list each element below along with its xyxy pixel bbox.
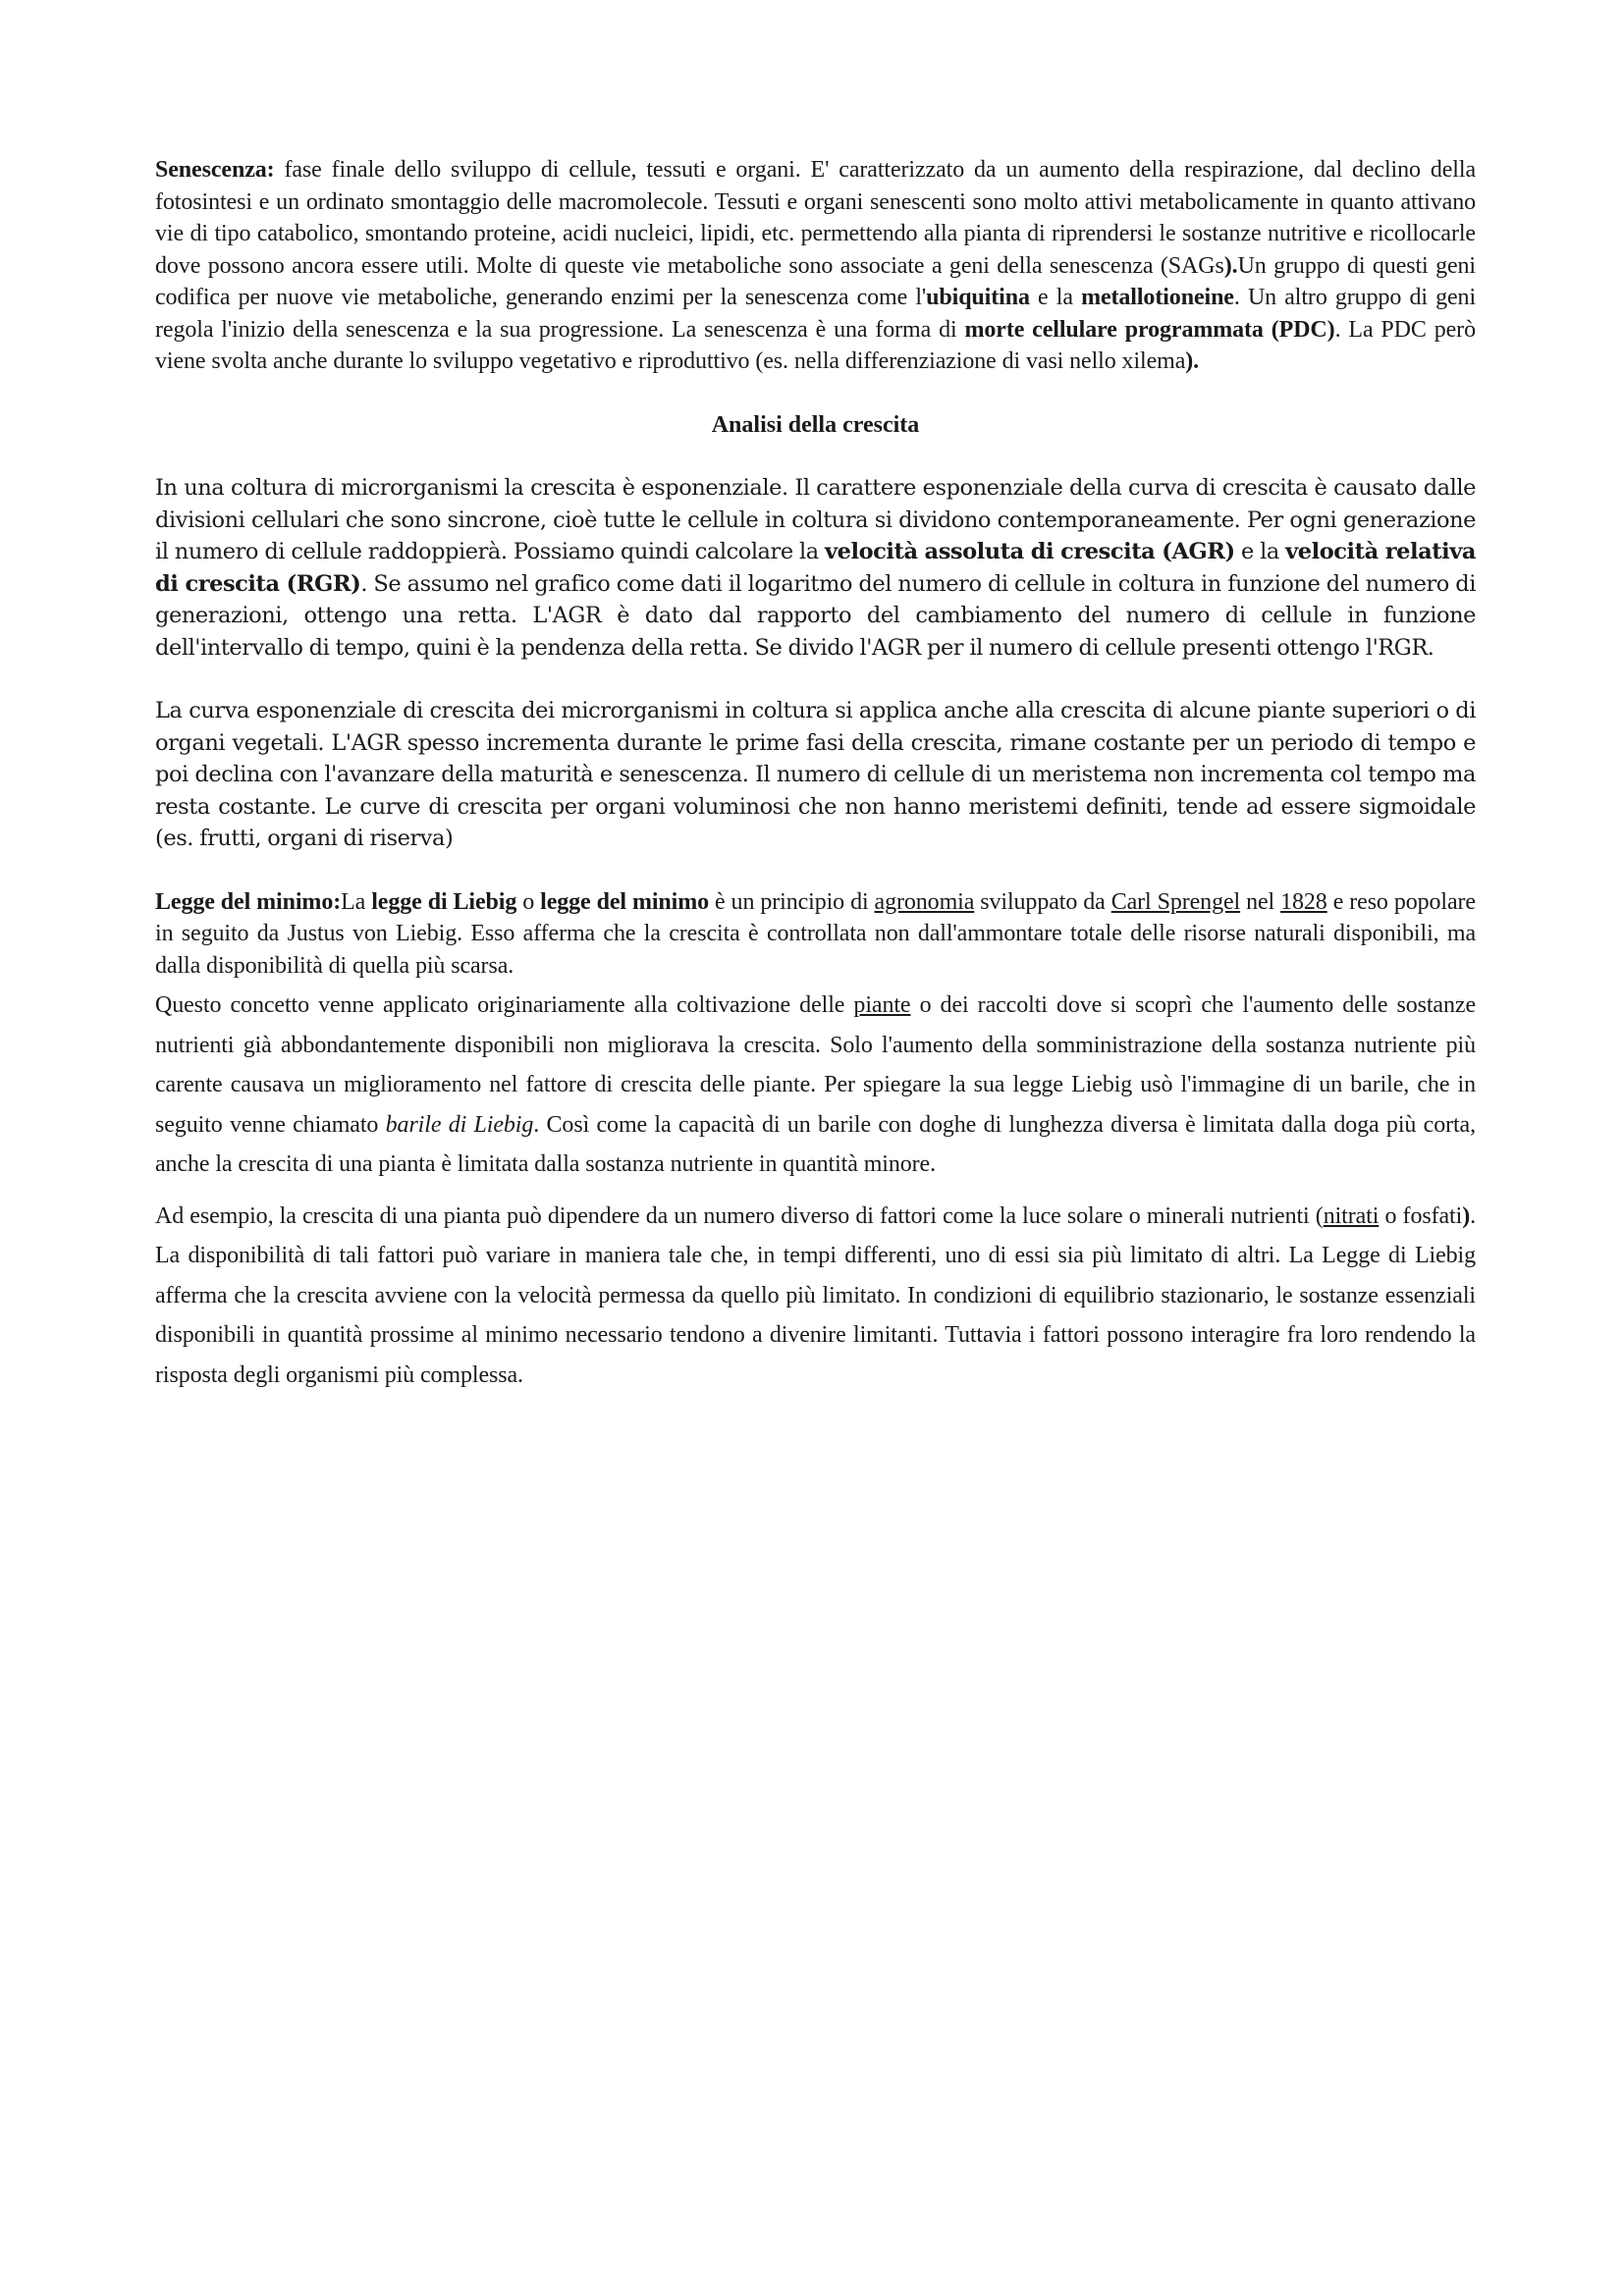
link-text[interactable]: 1828 bbox=[1280, 888, 1327, 915]
bold-text: legge del minimo bbox=[540, 888, 710, 915]
paragraph-esempio bbox=[155, 1197, 1476, 1396]
bold-text: velocità assoluta di crescita (AGR) bbox=[825, 539, 1235, 564]
text-run: o dei raccolti dove si scoprì che l'aumento delle sostanze nutrienti già abbondantemente disponibili non migliorava la crescita. Solo l'aumento della somministrazione della sostanza nutriente più carente causava un miglioramento nel fattore di crescita delle piante. Per spiegare la sua legge Liebig usò l'immagine di un barile, che in seguito venne chiamato bbox=[155, 992, 1476, 1138]
text-run: Un gruppo di questi geni codifica per nuove vie metaboliche, generando enzimi per la senescenza come l' bbox=[155, 252, 1476, 310]
bold-text: Senescenza: bbox=[155, 157, 275, 183]
bold-text: velocità relativa di crescita (RGR) bbox=[155, 539, 1476, 597]
text-run: In una coltura di microrganismi la crescita è esponenziale. Il carattere esponenziale della curva di crescita è causato dalle divisioni cellulari che sono sincrone, cioè tutte le cellule in coltura si dividono contemporaneamente. Per ogni generazione il numero di cellule raddoppierà. Possiamo quindi calcolare la bbox=[155, 475, 1476, 564]
text-run: o fosfati bbox=[1379, 1202, 1463, 1229]
text-run: e reso popolare in seguito da Justus von Liebig. Esso afferma che la crescita è controllata non dall'ammontare totale delle risorse naturali disponibili, ma dalla disponibilità di quella più scarsa. bbox=[155, 888, 1476, 979]
text-run: e la bbox=[1029, 285, 1082, 310]
link-text[interactable]: piante bbox=[853, 992, 911, 1018]
text-run: è un principio di bbox=[709, 888, 875, 915]
paragraph-concetto bbox=[155, 986, 1476, 1185]
paragraph-senescenza bbox=[155, 154, 1476, 378]
bold-text: metallotioneine bbox=[1081, 285, 1234, 310]
bold-text: legge di Liebig bbox=[371, 888, 517, 915]
bold-text: morte cellulare programmata (PDC) bbox=[964, 316, 1335, 343]
paragraph-coltura bbox=[155, 472, 1476, 664]
text-run: e la bbox=[1234, 539, 1286, 564]
text-run: nel bbox=[1240, 888, 1281, 915]
italic-text: barile di Liebig bbox=[385, 1111, 534, 1138]
heading-analisi-crescita: Analisi della crescita bbox=[711, 411, 920, 438]
bold-text: ). bbox=[1185, 348, 1200, 374]
text-run: . Così come la capacità di un barile con doghe di lunghezza diversa è limitata dalla doga più corta, anche la crescita di una pianta è limitata dalla sostanza nutriente in quantità minore. bbox=[155, 1111, 1477, 1177]
text-run: . Se assumo nel grafico come dati il logaritmo del numero di cellule in coltura in funzione del numero di generazioni, ottengo una retta. L'AGR è dato dal rapporto del cambiamento del numero di cellule in funzione dell'intervallo di tempo, quini è la pendenza della retta. Se divido l'AGR per il numero di cellule presenti ottengo l'RGR. bbox=[155, 570, 1476, 661]
link-text[interactable]: agronomia bbox=[874, 888, 975, 915]
bold-text: ) bbox=[1462, 1202, 1471, 1229]
text-run: Questo concetto venne applicato originariamente alla coltivazione delle bbox=[155, 992, 854, 1018]
page-content bbox=[155, 154, 1476, 1395]
paragraph-curva bbox=[155, 695, 1476, 855]
text-run: o bbox=[516, 888, 541, 915]
link-text[interactable]: nitrati bbox=[1323, 1202, 1380, 1229]
text-run: La curva esponenziale di crescita dei microrganismi in coltura si applica anche alla crescita di alcune piante superiori o di organi vegetali. L'AGR spesso incrementa durante le prime fasi della crescita, rimane costante per un periodo di tempo e poi declina con l'avanzare della maturità e senescenza. Il numero di cellule di un meristema non incrementa col tempo ma resta costante. Le curve di crescita per organi voluminosi che non hanno meristemi definiti, tende ad essere sigmoidale (es. frutti, organi di riserva) bbox=[155, 698, 1476, 851]
text-run: . La disponibilità di tali fattori può variare in maniera tale che, in tempi differenti, uno di essi sia più limitato di altri. La Legge di Liebig afferma che la crescita avviene con la velocità permessa da quello più limitato. In condizioni di equilibrio stazionario, le sostanze essenziali disponibili in quantità prossime al minimo necessario tendono a divenire limitanti. Tuttavia i fattori possono interagire fra loro rendendo la risposta degli organismi più complessa. bbox=[155, 1202, 1476, 1388]
bold-text: Legge del minimo: bbox=[155, 888, 342, 915]
paragraph-legge-minimo bbox=[155, 886, 1476, 983]
text-run: . Un altro gruppo di geni regola l'inizio della senescenza e la sua progressione. La senescenza è una forma di bbox=[155, 285, 1477, 343]
text-run: Ad esempio, la crescita di una pianta può dipendere da un numero diverso di fattori come la luce solare o minerali nutrienti ( bbox=[155, 1202, 1324, 1229]
text-run: La bbox=[341, 888, 372, 915]
bold-text: ubiquitina bbox=[926, 285, 1030, 310]
text-run: sviluppato da bbox=[974, 888, 1111, 915]
link-text[interactable]: Carl Sprengel bbox=[1110, 888, 1241, 915]
bold-text: ). bbox=[1223, 252, 1238, 279]
text-run: fase finale dello sviluppo di cellule, tessuti e organi. E' caratterizzato da un aumento della respirazione, dal declino della fotosintesi e un ordinato smontaggio delle macromolecole. Tessuti e organi senescenti sono molto attivi metabolicamente in quanto attivano vie di tipo catabolico, smontando proteine, acidi nucleici, lipidi, etc. permettendo alla pianta di riprendersi le sostanze nutritive e ricollocarle dove possono ancora essere utili. Molte di queste vie metaboliche sono associate a geni della senescenza (SAGs bbox=[155, 157, 1476, 279]
text-run: . La PDC però viene svolta anche durante lo sviluppo vegetativo e riproduttivo (es. nella differenziazione di vasi nello xilema bbox=[155, 316, 1476, 374]
